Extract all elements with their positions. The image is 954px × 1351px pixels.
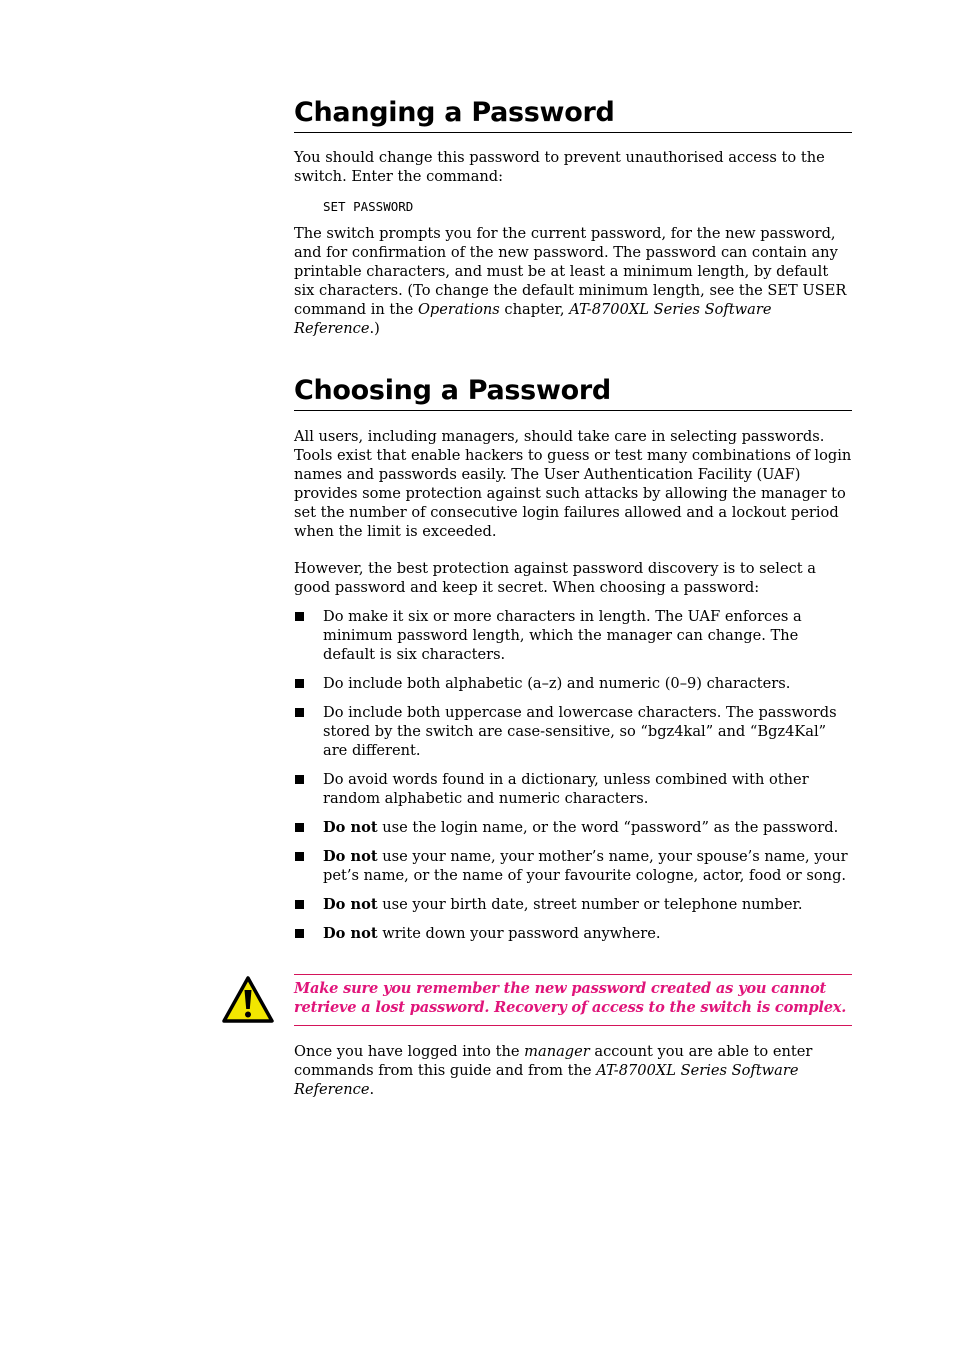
square-bullet-icon [295, 612, 304, 621]
choosing-para-1: All users, including managers, should take care in selecting passwords. Tools exist that enable hackers to guess or test many combinations of login names and passwords easily. The User Authentication Facility (UAF) provides some protection against such attacks by allowing the manager to set the number of consecutive login failures allowed and a lockout period when the limit is exceeded. [294, 428, 852, 540]
warning-callout [294, 974, 852, 1026]
square-bullet-icon [295, 823, 304, 832]
changing-intro: You should change this password to prevent unauthorised access to the switch. Enter the command: [294, 149, 825, 185]
body-text: The switch prompts you for the current password, for the new password, and for confirmation of the new password. The password can contain any printable characters, and must be at least a minimum length, by default six characters. (To change the default minimum length, see the SET USER command in the [294, 225, 847, 318]
square-bullet-icon [295, 852, 304, 861]
list-item [294, 924, 852, 943]
closing-text: Once you have logged into the [294, 1043, 525, 1060]
choosing-para-2: However, the best protection against password discovery is to select a good password and keep it secret. When choosing a password: [294, 560, 816, 596]
list-item [294, 895, 852, 914]
list-item [294, 818, 852, 837]
square-bullet-icon [295, 679, 304, 688]
bullet-text: Do avoid words found in a dictionary, unless combined with other random alphabetic and numeric characters. [323, 771, 809, 807]
closing-text: . [369, 1081, 375, 1098]
closing-italic-manager: manager [524, 1043, 590, 1060]
list-item [294, 703, 852, 760]
body-text: chapter, [499, 301, 570, 318]
bullet-text: write down your password anywhere. [377, 925, 661, 942]
square-bullet-icon [295, 900, 304, 909]
bullet-text: use your name, your mother’s name, your spouse’s name, your pet’s name, or the name of your favourite cologne, actor, food or song. [323, 848, 848, 884]
bullet-text: Do include both uppercase and lowercase characters. The passwords stored by the switch are case-sensitive, so “bgz4kal” and “Bgz4Kal” are different. [323, 704, 837, 759]
password-tips-list [294, 607, 852, 953]
bullet-bold: Do not [323, 925, 378, 942]
warning-text: Make sure you remember the new password created as you cannot retrieve a lost password. Recovery of access to the switch is complex. [294, 980, 847, 1016]
body-italic-reference: AT-8700XL Series Software Reference [294, 301, 772, 337]
warning-triangle-icon [222, 976, 274, 1023]
closing-paragraph [294, 1042, 852, 1099]
list-item [294, 674, 852, 693]
bullet-text: use the login name, or the word “password” as the password. [377, 819, 839, 836]
closing-text: account you are able to enter commands from this guide and from the [294, 1043, 813, 1079]
bullet-text: Do make it six or more characters in length. The UAF enforces a minimum password length, which the manager can change. The default is six characters. [323, 608, 802, 663]
bullet-bold: Do not [323, 848, 378, 865]
body-text: .) [369, 320, 380, 337]
changing-body [294, 224, 852, 338]
heading-changing-password: Changing a Password [294, 96, 852, 133]
list-item [294, 770, 852, 808]
bullet-bold: Do not [323, 819, 378, 836]
closing-italic-reference: AT-8700XL Series Software Reference [294, 1062, 799, 1098]
bullet-text: use your birth date, street number or telephone number. [377, 896, 803, 913]
square-bullet-icon [295, 929, 304, 938]
bullet-text: Do include both alphabetic (a–z) and numeric (0–9) characters. [323, 675, 791, 692]
list-item [294, 847, 852, 885]
list-item [294, 607, 852, 664]
command-set-password: SET PASSWORD [323, 199, 414, 214]
heading-choosing-password: Choosing a Password [294, 374, 852, 411]
square-bullet-icon [295, 775, 304, 784]
body-italic-operations: Operations [417, 301, 500, 318]
square-bullet-icon [295, 708, 304, 717]
bullet-bold: Do not [323, 896, 378, 913]
